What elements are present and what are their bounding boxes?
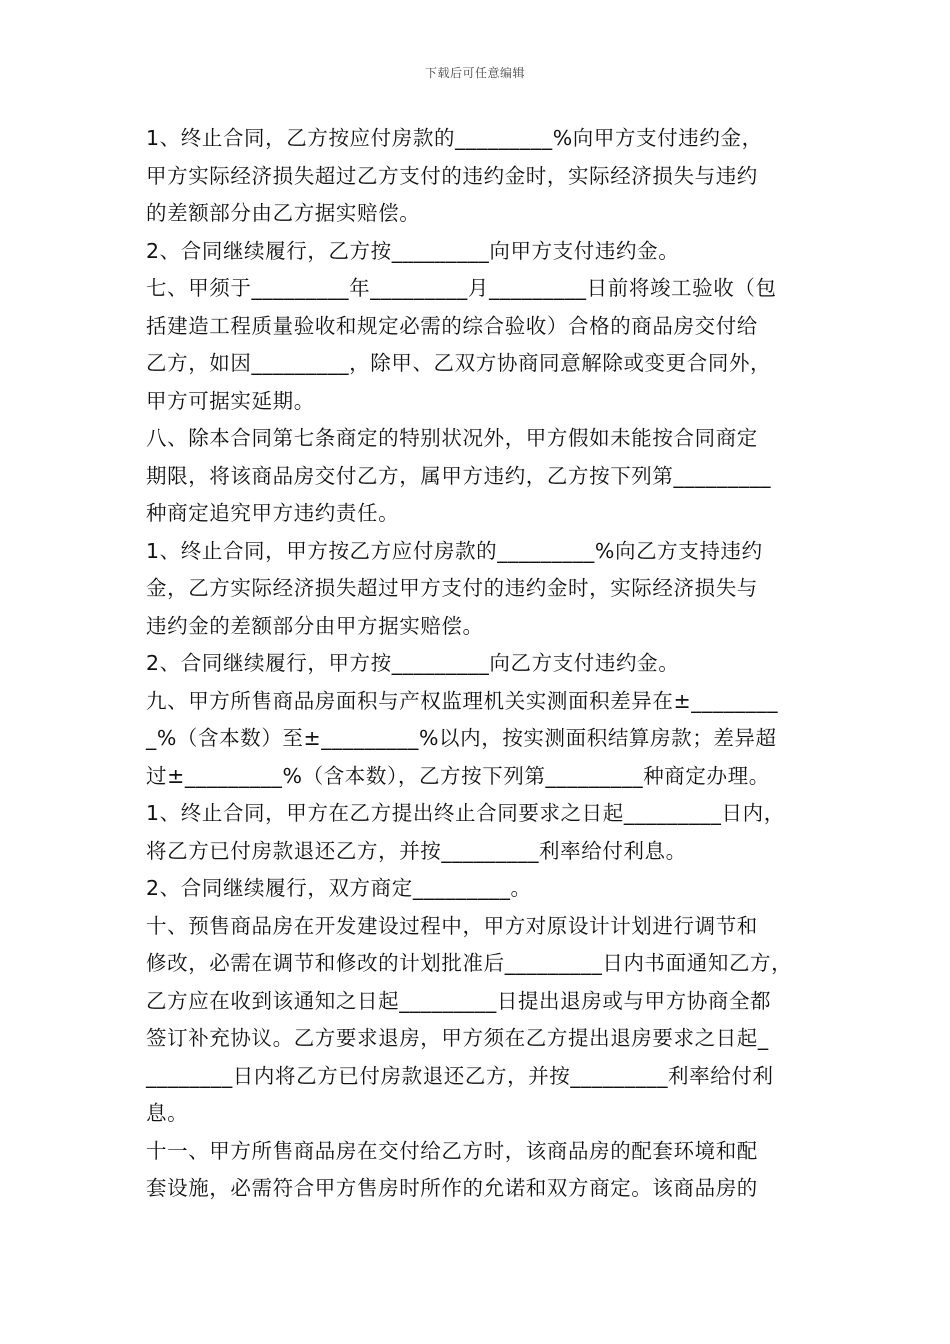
text-line: 息。	[146, 1101, 189, 1125]
text-line: 1、终止合同，甲方在乙方提出终止合同要求之日起_________日内，	[146, 801, 785, 825]
text-line: 签订补充协议。乙方要求退房，甲方须在乙方提出退房要求之日起_	[146, 1026, 769, 1050]
text-line: 七、甲须于_________年_________月_________日前将竣工验收（包	[146, 276, 777, 300]
text-line: 九、甲方所售商品房面积与产权监理机关实测面积差异在±________	[146, 688, 779, 713]
text-line: 甲方实际经济损失超过乙方支付的违约金时，实际经济损失与违约	[146, 163, 758, 188]
text-line: 八、除本合同第七条商定的特别状况外，甲方假如未能按合同商定	[146, 426, 758, 450]
text-line: 乙方，如因_________，除甲、乙双方协商同意解除或变更合同外，	[146, 351, 772, 375]
text-line: 乙方应在收到该通知之日起_________日提出退房或与甲方协商全都	[146, 988, 772, 1013]
text-line: 十一、甲方所售商品房在交付给乙方时，该商品房的配套环境和配	[146, 1138, 758, 1163]
text-line: _%（含本数）至±_________%以内，按实测面积结算房款；差异超	[146, 726, 777, 750]
text-line: 2、合同继续履行，乙方按_________向甲方支付违约金。	[146, 238, 680, 263]
text-line: 过±_________%（含本数），乙方按下列第_________种商定办理。	[146, 763, 770, 788]
text-line: 期限，将该商品房交付乙方，属甲方违约，乙方按下列第_________	[146, 463, 772, 488]
text-line: 2、合同继续履行，甲方按_________向乙方支付违约金。	[146, 651, 680, 675]
text-line: 1、终止合同，甲方按乙方应付房款的_________%向乙方支持违约	[146, 538, 763, 563]
text-line: 甲方可据实延期。	[146, 388, 315, 413]
text-line: 修改，必需在调节和修改的计划批准后_________日内书面通知乙方，	[146, 951, 793, 975]
text-line: 种商定追究甲方违约责任。	[146, 501, 400, 525]
text-line: 违约金的差额部分由甲方据实赔偿。	[146, 613, 484, 638]
text-line: 的差额部分由乙方据实赔偿。	[146, 201, 421, 225]
document-body	[146, 120, 826, 1208]
text-line: 十、预售商品房在开发建设过程中，甲方对原设计计划进行调节和	[146, 913, 758, 938]
text-line: 括建造工程质量验收和规定必需的综合验收）合格的商品房交付给	[146, 313, 758, 338]
text-line: 金，乙方实际经济损失超过甲方支付的违约金时，实际经济损失与	[146, 576, 758, 600]
text-line: 将乙方已付房款退还乙方，并按_________利率给付利息。	[146, 838, 687, 863]
text-line: 2、合同继续履行，双方商定_________。	[146, 876, 532, 900]
text-line: ________日内将乙方已付房款退还乙方，并按_________利率给付利	[146, 1063, 774, 1088]
text-line: 套设施，必需符合甲方售房时所作的允诺和双方商定。该商品房的	[146, 1176, 758, 1200]
page-header: 下载后可任意编辑	[424, 66, 525, 80]
text-line: 1、终止合同，乙方按应付房款的_________%向甲方支付违约金，	[146, 126, 763, 150]
